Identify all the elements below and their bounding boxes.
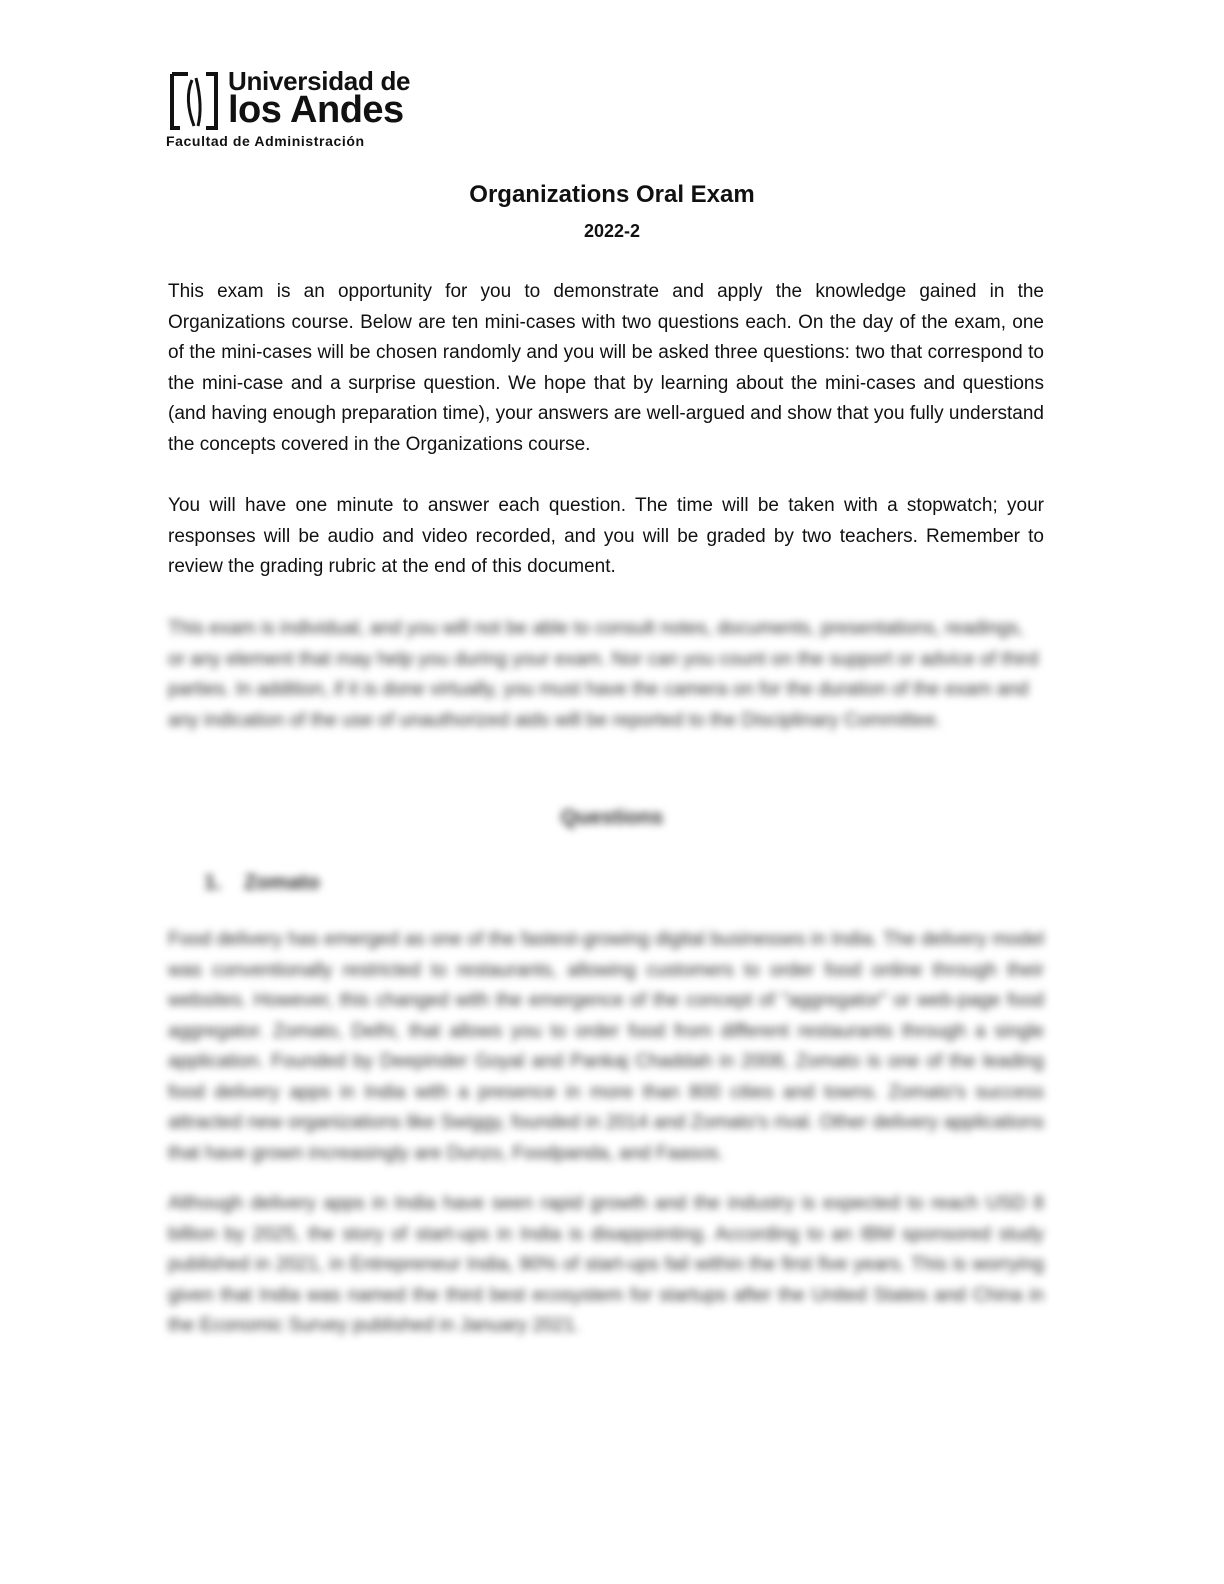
case-number: 1. [204, 871, 222, 894]
document-title: Organizations Oral Exam [469, 181, 755, 208]
questions-heading: Questions [560, 806, 664, 829]
los-andes-logo-icon [166, 70, 222, 132]
rules-paragraph-blurred: This exam is individual, and you will not be able to consult notes, documents, presentations, readings, or any element that may help you during your exam. Nor can you count on the support or advice of third parties. In addition, if it is done virtually, you must have the camera on for the duration of the exam and any indication of the use of unauthorized aids will be reported to the Disciplinary Committee. [168, 618, 1039, 731]
intro-paragraph-1: This exam is an opportunity for you to demonstrate and apply the knowledge gained in the Organizations course. Below are ten mini-cases with two questions each. On the day of the exam, one of the mini-cases will be chosen randomly and you will be asked three questions: two that correspond to the mini-case and a surprise question. We hope that by learning about the mini-cases and questions (and having enough preparation time), your answers are well-argued and show that you fully understand the concepts covered in the Organizations course. [168, 281, 1044, 455]
logo-los-andes-text: los Andes [228, 89, 404, 131]
case-paragraph-2-blurred: Although delivery apps in India have seen rapid growth and the industry is expected to reach USD 8 billion by 2025, the story of start-ups in India is disappointing. According to an IBM sponsored study published in 2021, in Entrepreneur India, 90% of start-ups fail within the first five years. This is worrying given that India was named the third best ecosystem for startups after the United States and China in the Economic Survey published in January 2021. [168, 1193, 1044, 1336]
case-title: Zomato [244, 871, 320, 894]
intro-paragraph-2: You will have one minute to answer each question. The time will be taken with a stopwatch; your responses will be audio and video recorded, and you will be graded by two teachers. Remember to review the grading rubric at the end of this document. [168, 495, 1044, 577]
case-paragraph-1-blurred: Food delivery has emerged as one of the fastest-growing digital businesses in India. The delivery model was conventionally restricted to restaurants, allowing customers to order food online through their websites. However, this changed with the emergence of the concept of "aggregator" or web-page food aggregator. Zomato, Delhi, that allows you to order food from different restaurants through a single application. Founded by Deepinder Goyal and Pankaj Chaddah in 2008, Zomato is one of the leading food delivery apps in India with a presence in more than 800 cities and towns. Zomato's success attracted new organizations like Swiggy, founded in 2014 and Zomato's rival. Other delivery applications that have grown increasingly are Dunzo, Foodpanda, and Faasos. [168, 929, 1044, 1164]
case-heading [204, 868, 320, 898]
logo-university-text: Universidad de [228, 66, 411, 96]
logo-faculty-text: Facultad de Administración [166, 133, 365, 149]
university-logo [166, 66, 411, 156]
document-term: 2022-2 [583, 221, 641, 241]
